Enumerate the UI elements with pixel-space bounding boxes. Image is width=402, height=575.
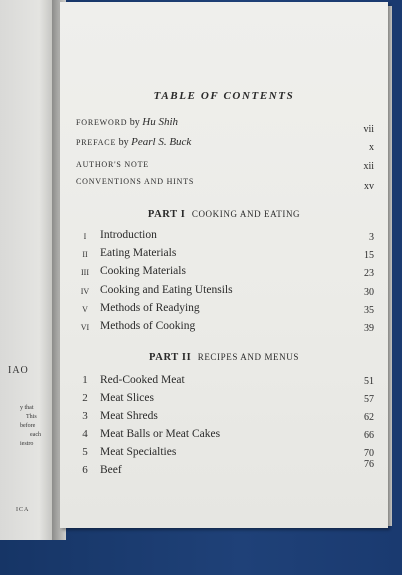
chapter-title: Cooking and Eating Utensils — [100, 284, 233, 296]
chapter-title: Red-Cooked Meat — [100, 374, 185, 386]
chapter-number: 6 — [82, 464, 88, 476]
front-matter-foreword: FOREWORD by Hu Shih — [76, 116, 179, 128]
left-page-fragment: ICA — [16, 507, 30, 513]
front-matter-conventions: CONVENTIONS AND HINTS — [76, 177, 195, 186]
page-number: vii — [363, 124, 374, 135]
page-number: xii — [363, 161, 374, 172]
left-page-fragment: iestro — [20, 441, 34, 447]
chapter-title: Meat Shreds — [100, 410, 158, 422]
page-number: 23 — [364, 268, 374, 279]
toc-title: TABLE OF CONTENTS — [153, 90, 295, 102]
chapter-number: VI — [80, 323, 90, 332]
part-2-heading: PART II RECIPES AND MENUS — [149, 352, 299, 363]
chapter-title: Cooking Materials — [100, 265, 186, 277]
page-number: 76 — [364, 459, 374, 470]
chapter-number: 1 — [82, 374, 88, 386]
chapter-number: IV — [80, 287, 90, 296]
left-page-fragment: This — [26, 414, 37, 420]
chapter-title: Methods of Readying — [100, 302, 200, 314]
page-number: xv — [364, 181, 374, 192]
chapter-number: II — [82, 250, 88, 259]
page-number: 57 — [364, 394, 374, 405]
left-page-fragment: each — [30, 432, 41, 438]
chapter-title: Eating Materials — [100, 247, 177, 259]
chapter-title: Methods of Cooking — [100, 320, 196, 332]
chapter-number: 2 — [82, 392, 88, 404]
chapter-number: I — [83, 232, 87, 241]
left-page-fragment: before — [20, 423, 36, 429]
left-page — [0, 0, 57, 540]
chapter-number: 5 — [82, 446, 88, 458]
chapter-number: V — [82, 305, 88, 314]
page-number: 66 — [364, 430, 374, 441]
chapter-title: Meat Balls or Meat Cakes — [100, 428, 221, 440]
page-number: 39 — [364, 323, 374, 334]
page-number: 62 — [364, 412, 374, 423]
page-number: 35 — [364, 305, 374, 316]
chapter-title: Beef — [100, 464, 122, 476]
page-number: x — [369, 142, 374, 153]
chapter-number: III — [81, 268, 89, 277]
front-matter-preface: PREFACE by Pearl S. Buck — [76, 136, 192, 148]
chapter-title: Meat Slices — [100, 392, 154, 404]
page-number: 15 — [364, 250, 374, 261]
page-number: 51 — [364, 376, 374, 387]
chapter-number: 4 — [82, 428, 88, 440]
page-number: 3 — [369, 232, 374, 243]
contents-page — [60, 2, 388, 528]
part-1-heading: PART I COOKING AND EATING — [147, 209, 301, 220]
chapter-title: Introduction — [100, 229, 157, 241]
page-edge — [388, 6, 392, 526]
left-page-fragment: IAO — [8, 365, 29, 376]
page-number: 30 — [364, 287, 374, 298]
front-matter-authors-note: AUTHOR'S NOTE — [76, 160, 149, 169]
left-page-fragment: y that — [20, 405, 34, 411]
chapter-number: 3 — [82, 410, 88, 422]
chapter-title: Meat Specialties — [100, 446, 177, 458]
page-number: 70 — [364, 448, 374, 459]
